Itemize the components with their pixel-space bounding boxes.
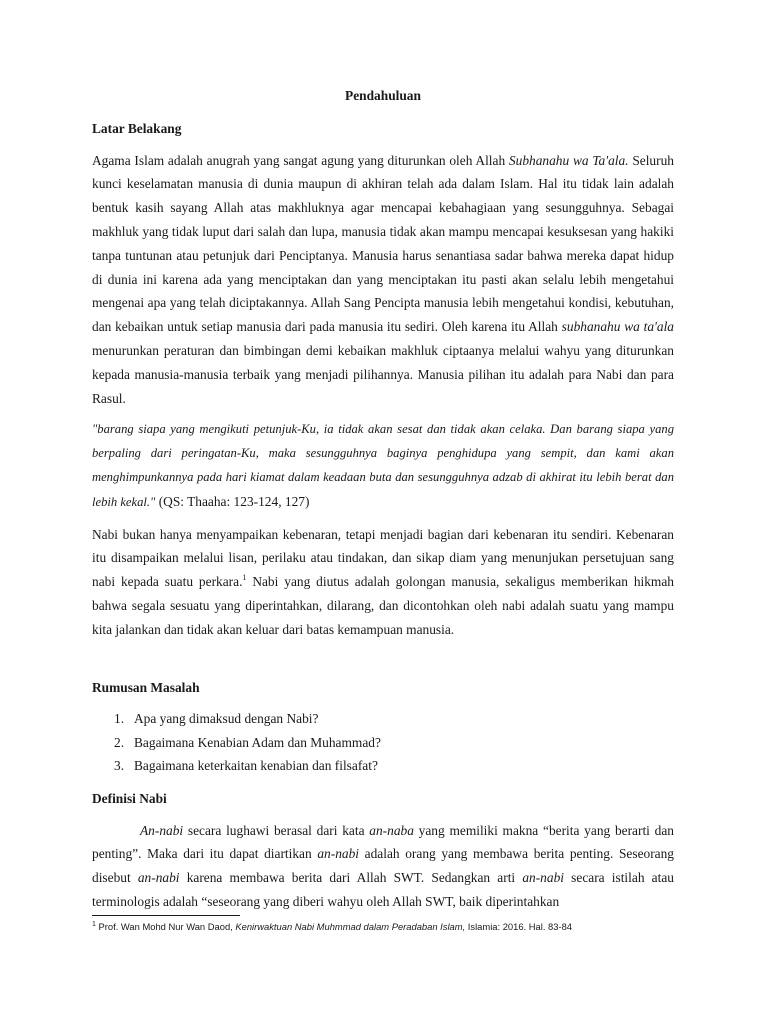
italic-segment: subhanahu wa ta'ala: [561, 319, 674, 335]
italic-segment: an-naba: [369, 822, 414, 838]
italic-segment: an-nabi: [522, 870, 564, 886]
footnote-separator: [92, 915, 240, 916]
text-segment: Nabi yang diutus adalah golongan manusia, sekaligus memberikan hikmah bahwa segala sesuatu yang diperintahkan, dilarang, dan dicontohkan oleh nabi adalah suatu yang mampu kita jalankan dan tidak akan keluar dari batas kemampuan manusia.: [92, 574, 674, 637]
list-item: [92, 754, 674, 778]
italic-segment: an-nabi: [137, 870, 180, 886]
list-text: Bagaimana Kenabian Adam dan Muhammad?: [134, 734, 381, 750]
list-number: 3.: [114, 758, 125, 774]
text-segment: Agama Islam adalah anugrah yang sangat agung yang diturunkan oleh Allah: [92, 152, 509, 168]
text-segment: Seluruh kunci keselamatan manusia di dunia maupun di akhiran telah ada dalam Islam. Hal itu tidak lain adalah bentuk kasih sayang Allah atas makhluknya agar mencapai kebahagiaan yang sesungguhnya. Sebagai makhluk yang tidak luput dari salah dan lupa, manusia tidak akan mampu mencapai kesuksesan yang hakiki tanpa tuntunan atau petunjuk dari Penciptanya. Manusia harus senantiasa sadar bahwa mereka dapat hidup di dunia ini karena ada yang menciptakan dan yang menciptakan itu pasti akan selalu lebih mengetahui mengenai apa yang telah diciptakannya. Allah Sang Pencipta manusia lebih mengetahui kondisi, kebutuhan, dan kebaikan untuk setiap manusia dari pada manusia itu sediri. Oleh karena itu Allah: [92, 152, 674, 335]
quran-quote: [92, 418, 674, 514]
list-text: Bagaimana keterkaitan kenabian dan filsafat?: [134, 758, 378, 774]
quote-text: "barang siapa yang mengikuti petunjuk-Ku, ia tidak akan sesat dan tidak akan celaka. Dan barang siapa yang berpaling dari peringatan-Ku, maka sesungguhnya baginya penghidupa yang sempit, dan kami akan menghimpunkannya pada hari kiamat dalam keadaan buta dan sesungguhnya adzab di akhirat itu lebih berat dan lebih kekal.": [92, 422, 674, 509]
italic-segment: an-nabi: [317, 846, 359, 862]
document-title: Pendahuluan: [345, 88, 421, 103]
list-item: [92, 731, 674, 755]
italic-segment: Subhanahu wa Ta'ala.: [508, 152, 629, 168]
text-segment: Nabi bukan hanya menyampaikan kebenaran, tetapi menjadi bagian dari kebenaran itu sendiri. Kebenaran itu disampaikan melalui lisan, perilaku atau tindakan, dan sikap diam yang menunjukan persetujuan sang nabi kepada suatu perkara.: [92, 526, 674, 590]
text-segment: secara istilah atau terminologis adalah “seseorang yang diberi wahyu oleh Allah SWT, baik diperintahkan: [92, 870, 674, 910]
text-segment: menurunkan peraturan dan bimbingan demi kebaikan makhluk ciptaanya melalui wahyu yang diturunkan kepada manusia-manusia terbaik yang menjadi pilihannya. Manusia pilihan itu adalah para Nabi dan para Rasul.: [92, 342, 674, 406]
document-page: [92, 84, 674, 922]
footnote-text: Islamia: 2016. Hal. 83-84: [465, 921, 573, 932]
footnote: [92, 920, 692, 934]
footnote-marker[interactable]: 1: [242, 573, 247, 583]
rumusan-list: [92, 707, 674, 778]
text-segment: yang memiliki makna “berita yang berarti dan penting”. Maka dari itu dapat diartikan: [92, 822, 674, 862]
text-segment: adalah orang yang membawa berita penting. Seseorang disebut: [92, 846, 675, 886]
heading-latar-belakang: Latar Belakang: [92, 120, 182, 136]
italic-segment: An-nabi: [140, 822, 184, 838]
footnote-number: 1: [92, 921, 96, 928]
list-number: 2.: [114, 734, 125, 750]
list-item: [92, 707, 674, 731]
paragraph-nabi-kebenaran: [92, 523, 674, 642]
section-spacer: [92, 650, 674, 676]
quote-reference: (QS: Thaaha: 123-124, 127): [155, 493, 310, 509]
text-segment: secara lughawi berasal dari kata: [183, 822, 370, 838]
heading-definisi-nabi: Definisi Nabi: [92, 790, 167, 806]
text-segment: karena membawa berita dari Allah SWT. Sedangkan arti: [179, 870, 523, 886]
list-number: 1.: [114, 711, 125, 727]
footnote-title: Kenirwaktuan Nabi Muhmmad dalam Peradaban Islam,: [235, 921, 466, 932]
paragraph-definisi-nabi: [92, 819, 674, 914]
footnote-text: Prof. Wan Mohd Nur Wan Daod,: [95, 921, 236, 932]
paragraph-latar-belakang: [92, 149, 674, 411]
heading-rumusan-masalah: Rumusan Masalah: [92, 679, 200, 695]
list-text: Apa yang dimaksud dengan Nabi?: [134, 711, 319, 727]
